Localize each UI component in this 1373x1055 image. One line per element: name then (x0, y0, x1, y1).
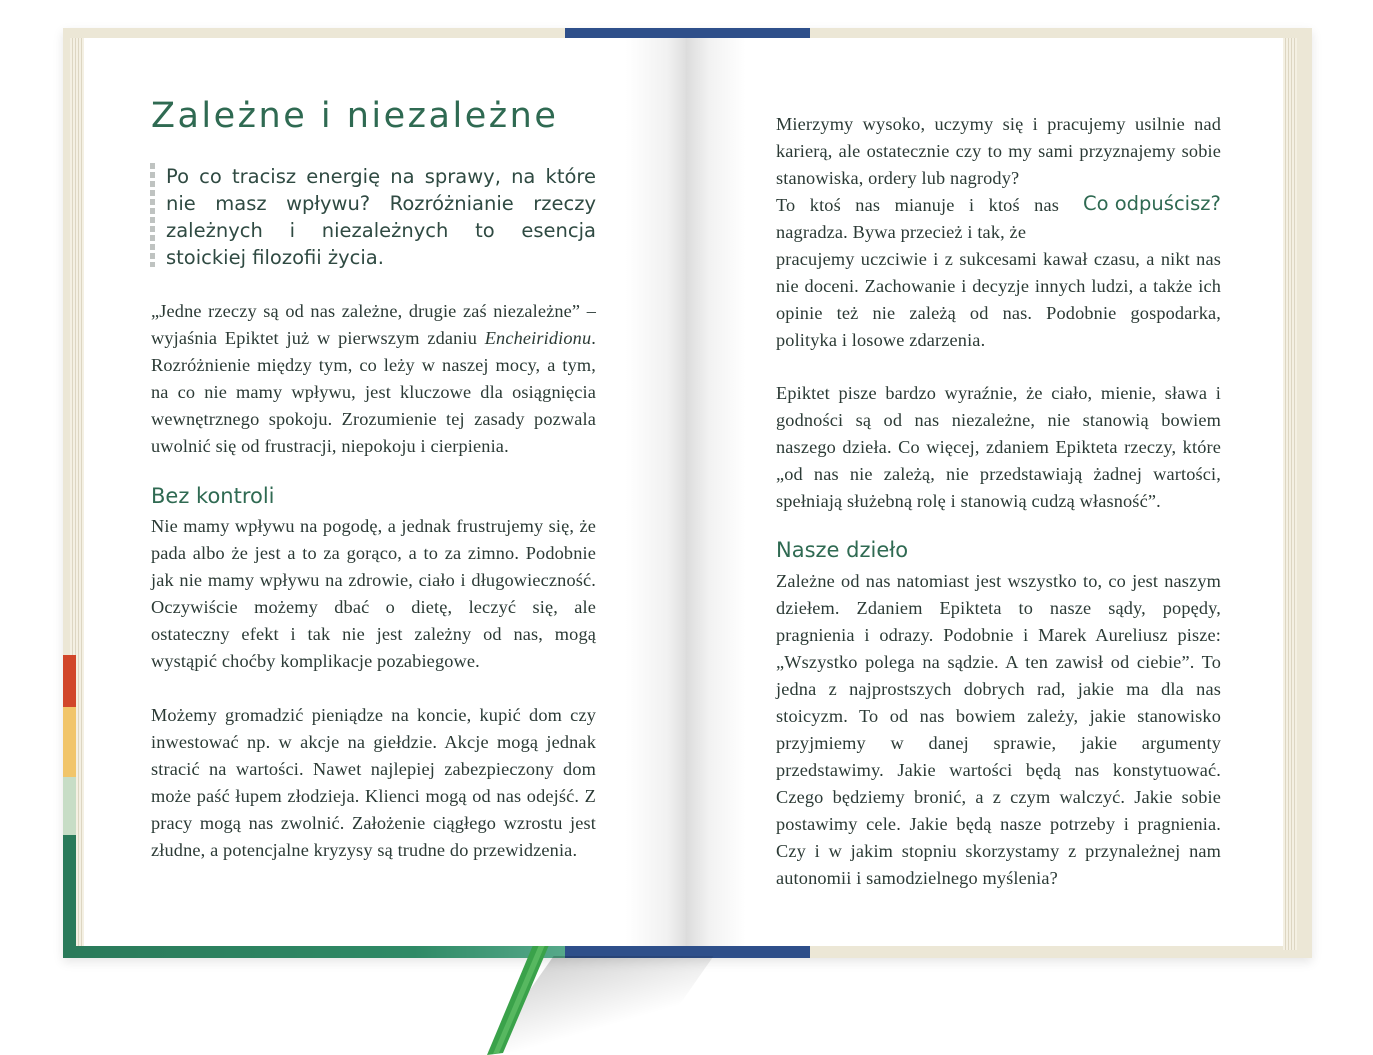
cover-stripe-yellow (63, 707, 76, 777)
right-paragraph-1-top: Mierzymy wysoko, uczymy się i pracujemy usilnie nad karierą, ale ostatecznie czy to my sami przyznajemy sobie stanowiska, ordery lub nagrody? (776, 114, 1221, 188)
section2-paragraph-1: Zależne od nas natomiast jest wszystko to, co jest naszym dziełem. Zdaniem Epikteta to nasze sądy, popędy, pragnienia i odrazy. Podobnie i Marek Aureliusz pisze: „Wszystko polega na sądzie. A ten zawisł od ciebie”. To jedna z najprostszych dobrych rad, jakie ma dla nas stoicyzm. To od nas bowiem zależy, jakie stanowisko przyjmiemy w danej sprawie, jakie argumenty przedstawimy. Jakie wartości będą nas konstytuować. Czego będziemy bronić, a z czym walczyć. Jakie sobie postawimy cele. Jakie będą nasze potrzeby i pragnienia. Czy i w jakim stopniu skorzystamy z przynależnej nam autonomii i samodzielnego myślenia? (776, 571, 1221, 888)
cover-stripe-green (63, 835, 76, 950)
intro-italic-title: Encheiridionu (484, 328, 592, 348)
page-edges-right (1283, 38, 1297, 950)
intro-text-start: „Jedne rzeczy są od nas zależne, drugie zaś niezależne” – wyjaśnia Epiktet już w pierwszym zdaniu (151, 301, 596, 348)
right-paragraph-1-narrow: To ktoś nas mianuje i ktoś nas nagradza. Bywa przecież i tak, że (776, 195, 1059, 242)
intro-text-end: . Rozróżnienie między tym, co leży w naszej mocy, a tym, na co nie mamy wpływu, jest kluczowe dla osiągnięcia wewnętrznego spokoju. Zrozumienie tej zasady pozwala uwolnić się od frustracji, niepokoju i cierpienia. (151, 328, 596, 456)
section1-paragraph-1: Nie mamy wpływu na pogodę, a jednak frustrujemy się, że pada albo że jest a to za gorąco, a to za zimno. Podobnie jak nie mamy wpływu na zdrowie, ciało i długowieczność. Oczywiście możemy dbać o dietę, leczyć się, ale ostateczny efekt i tak nie jest zależny od nas, mogą wystąpić choćby komplikacje pozabiegowe. (151, 516, 596, 671)
section-heading-bez-kontroli: Bez kontroli (151, 484, 275, 508)
lead-dotted-bar (150, 163, 155, 267)
right-paragraph-1-rest: pracujemy uczciwie i z sukcesami kawał czasu, a nikt nas nie doceni. Zachowanie i decyzje innych ludzi, a także ich opinie też nie zależą od nas. Podobnie gospodarka, polityka i losowe zdarzenia. (776, 249, 1221, 350)
intro-paragraph (151, 298, 596, 460)
section-heading-nasze-dzielo: Nasze dzieło (776, 538, 909, 562)
cover-stripe-red (63, 655, 76, 707)
lead-paragraph: Po co tracisz energię na sprawy, na które nie masz wpływu? Rozróżnianie rzeczy zależnych i niezależnych to esencja stoickiej filozofii życia. (166, 165, 596, 269)
chapter-title: Zależne i niezależne (151, 96, 559, 136)
pull-quote: Co odpuścisz? (1083, 192, 1221, 215)
right-paragraph-2: Epiktet pisze bardzo wyraźnie, że ciało, mienie, sława i godności są od nas niezależne, nie stanowią bowiem naszego dzieła. Co więcej, zdaniem Epikteta rzeczy, które „od nas nie zależą, nie przedstawiają żadnej wartości, spełniają służebną rolę i stanowią cudzą własność”. (776, 383, 1221, 511)
ribbon-bookmark[interactable] (487, 945, 549, 1055)
cover-stripe-mint (63, 777, 76, 835)
section1-paragraph-2: Możemy gromadzić pieniądze na koncie, kupić dom czy inwestować np. w akcje na giełdzie. Akcje mogą jednak stracić na wartości. Nawet najlepiej zabezpieczony dom może paść łupem złodzieja. Klienci mogą od nas odejść. Z pracy mogą nas zwolnić. Założenie ciągłego wzrostu jest złudne, a potencjalne kryzysy są trudne do przewidzenia. (151, 705, 596, 860)
